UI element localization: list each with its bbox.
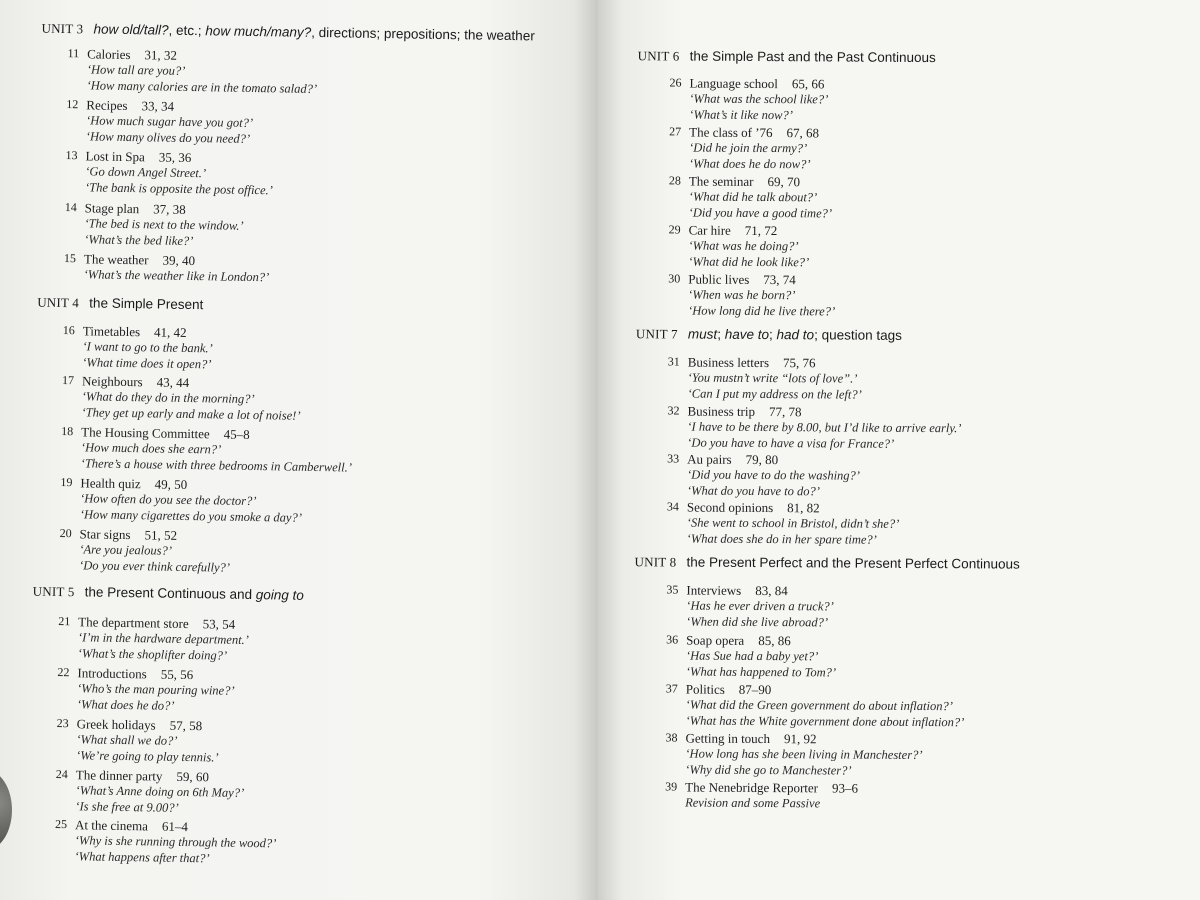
lesson-pages: 57, 58	[169, 717, 203, 734]
lesson-number: 21	[58, 613, 71, 629]
unit-label: UNIT 4	[37, 294, 80, 311]
lesson-pages: 67, 68	[786, 125, 820, 141]
lesson-number: 35	[666, 582, 679, 597]
lesson-pages: 55, 56	[160, 666, 194, 683]
lesson-pages: 41, 42	[153, 324, 187, 340]
lesson-title-text: The Nenebridge Reporter	[685, 779, 819, 796]
lesson-example: ‘Has he ever driven a truck?’	[686, 598, 834, 614]
lesson-title-text: Lost in Spa	[85, 148, 145, 165]
lesson-title	[686, 583, 787, 600]
lesson-example: ‘Why is she running through the wood?’	[74, 833, 277, 851]
lesson-title-text: Stage plan	[84, 200, 140, 217]
lesson-example: ‘Do you ever think carefully?’	[79, 558, 231, 575]
lesson-example: ‘What do they do in the morning?’	[81, 389, 255, 407]
lesson-example: ‘What do you have to do?’	[686, 483, 820, 499]
lesson-pages: 49, 50	[154, 476, 188, 492]
lesson-example: ‘How often do you see the doctor?’	[80, 491, 257, 509]
lesson-pages: 85, 86	[758, 632, 791, 649]
lesson-example: ‘What’s the weather like in London?’	[83, 267, 270, 285]
lesson-example: ‘What’s the bed like?’	[84, 232, 194, 249]
lesson-number: 36	[666, 632, 679, 647]
unit-heading	[636, 326, 902, 344]
lesson-pages: 43, 44	[156, 374, 190, 391]
lesson-example: ‘How much does she earn?’	[80, 440, 222, 457]
lesson-pages: 75, 76	[782, 355, 816, 371]
lesson-example: ‘What time does it open?’	[82, 355, 212, 372]
unit-title: the Simple Present	[89, 295, 204, 313]
lesson-example: ‘What shall we do?’	[76, 732, 178, 748]
unit-heading	[638, 48, 936, 66]
lesson-title-text: The seminar	[688, 173, 754, 189]
lesson-title	[82, 373, 189, 391]
lesson-example: ‘Who’s the man pouring wine?’	[77, 681, 235, 698]
lesson-example: ‘What did he look like?’	[688, 254, 810, 270]
lesson-example: ‘How long did he live there?’	[688, 303, 836, 319]
lesson-title-text: At the cinema	[74, 817, 149, 834]
lesson-example: ‘How many calories are in the tomato salad?’	[86, 78, 318, 96]
lesson-pages: 51, 52	[144, 527, 178, 543]
lesson-number: 31	[667, 354, 680, 369]
lesson-example: ‘How long has she been living in Manchester?’	[685, 746, 923, 762]
lesson-title	[79, 526, 177, 544]
lesson-title-text: Soap opera	[686, 632, 745, 648]
lesson-title	[686, 633, 791, 650]
lesson-pages: 69, 70	[767, 174, 801, 190]
lesson-example: ‘Go down Angel Street.’	[85, 164, 207, 181]
lesson-title	[685, 731, 816, 748]
lesson-number: 27	[669, 124, 682, 139]
lesson-example: ‘How many olives do you need?’	[85, 129, 251, 146]
lesson-example: ‘Did you have to do the washing?’	[687, 467, 861, 483]
lesson-example: ‘You mustn’t write “lots of love”.’	[687, 370, 858, 386]
lesson-title-text: Timetables	[82, 323, 141, 340]
lesson-example: ‘Has Sue had a baby yet?’	[685, 648, 819, 664]
unit-title: how old/tall?, etc.; how much/many?, directions; prepositions; the weather	[93, 21, 535, 44]
lesson-example: ‘Do you have to have a visa for France?’	[687, 435, 895, 451]
lesson-example: ‘How many cigarettes do you smoke a day?’	[79, 507, 303, 525]
lesson-number: 14	[64, 200, 77, 215]
lesson-example: ‘Did he join the army?’	[689, 140, 808, 156]
lesson-example: ‘What’s it like now?’	[689, 107, 793, 123]
lesson-number: 38	[665, 730, 678, 745]
lesson-example: ‘What’s Anne doing on 6th May?’	[75, 783, 245, 800]
lesson-example: ‘They get up early and make a lot of noise!’	[81, 405, 301, 423]
lesson-example: ‘I have to be there by 8.00, but I’d like to arrive early.’	[687, 419, 962, 436]
lesson-title-text: The class of ’76	[689, 124, 773, 141]
lesson-number: 37	[665, 681, 678, 696]
lesson-example: ‘What happens after that?’	[74, 849, 210, 866]
lesson-title-text: Public lives	[688, 271, 750, 287]
lesson-number: 33	[667, 451, 680, 466]
lesson-example: ‘What has happened to Tom?’	[685, 664, 837, 680]
lesson-example: ‘How tall are you?’	[86, 62, 186, 78]
lesson-pages: 91, 92	[783, 731, 817, 747]
lesson-title-text: Getting in touch	[685, 730, 771, 747]
lesson-number: 32	[667, 403, 680, 418]
lesson-title	[86, 97, 174, 114]
edge-shadow-object	[0, 770, 12, 850]
unit-title: the Present Continuous and going to	[84, 584, 304, 603]
lesson-number: 30	[668, 271, 681, 286]
lesson-title	[686, 682, 772, 699]
lesson-title	[687, 452, 778, 469]
lesson-title	[80, 475, 187, 493]
lesson-title	[75, 817, 188, 835]
lesson-number: 12	[66, 97, 79, 112]
unit-title: the Simple Past and the Past Continuous	[689, 48, 936, 66]
lesson-title	[689, 76, 824, 93]
lesson-number: 15	[63, 251, 77, 266]
lesson-pages: 45–8	[223, 426, 250, 442]
lesson-example: ‘Did you have a good time?’	[688, 205, 833, 221]
lesson-example: ‘What was the school like?’	[689, 91, 829, 107]
lesson-title-text: Language school	[689, 75, 778, 92]
lesson-title-text: Calories	[87, 46, 131, 63]
lesson-example: ‘I want to go to the bank.’	[82, 339, 213, 356]
lesson-title	[687, 404, 801, 421]
lesson-number: 25	[54, 816, 68, 832]
lesson-title	[84, 251, 195, 269]
lesson-pages: 73, 74	[763, 272, 796, 288]
lesson-example: ‘Is she free at 9.00?’	[75, 799, 179, 815]
lesson-number: 39	[665, 779, 678, 794]
lesson-number: 26	[669, 75, 682, 90]
lesson-example: ‘What’s the shoplifter doing?’	[77, 646, 228, 663]
lesson-number: 29	[668, 222, 681, 237]
lesson-example: ‘We’re going to play tennis.’	[76, 748, 219, 765]
lesson-example: ‘She went to school in Bristol, didn’t she?’	[686, 515, 900, 531]
lesson-title-text: Introductions	[77, 665, 147, 682]
lesson-pages: 79, 80	[745, 451, 779, 468]
unit-heading	[33, 584, 304, 604]
unit-heading	[37, 295, 203, 314]
lesson-pages: 33, 34	[141, 98, 175, 114]
lesson-example: ‘What did he talk about?’	[688, 189, 818, 205]
lesson-number: 17	[61, 373, 75, 388]
unit-label: UNIT 7	[635, 326, 678, 342]
lesson-pages: 77, 78	[768, 404, 802, 420]
lesson-pages: 59, 60	[176, 768, 210, 785]
lesson-example: ‘How much sugar have you got?’	[86, 113, 254, 130]
lesson-example: ‘What does he do now?’	[688, 156, 811, 172]
lesson-example: ‘I’m in the hardware department.’	[77, 630, 250, 647]
right-page	[598, 0, 1200, 900]
lesson-number: 19	[60, 475, 73, 490]
lesson-title-text: Politics	[685, 681, 725, 697]
lesson-example: ‘What does she do in her spare time?’	[686, 531, 877, 547]
lesson-title	[689, 125, 819, 142]
lesson-example: ‘When did she live abroad?’	[686, 614, 829, 630]
lesson-title-text: Greek holidays	[76, 716, 156, 733]
lesson-number: 20	[59, 526, 72, 541]
lesson-title-text: Health quiz	[80, 475, 141, 492]
right-contents-column	[598, 0, 1200, 811]
lesson-example: ‘Can I put my address on the left?’	[687, 386, 862, 402]
lesson-example: ‘There’s a house with three bedrooms in Camberwell.’	[80, 456, 353, 475]
lesson-title-text: Interviews	[686, 582, 742, 598]
lesson-pages: 93–6	[831, 780, 859, 796]
lesson-example: ‘The bed is next to the window.’	[84, 216, 244, 233]
lesson-pages: 53, 54	[202, 616, 236, 632]
lesson-pages: 35, 36	[158, 149, 192, 166]
lesson-pages: 37, 38	[153, 201, 186, 217]
lesson-number: 11	[67, 46, 80, 61]
lesson-title	[87, 46, 177, 63]
unit-heading	[41, 21, 534, 45]
lesson-title-text: Au pairs	[687, 451, 732, 467]
lesson-pages: 81, 82	[787, 500, 820, 516]
lesson-title	[689, 223, 778, 240]
lesson-title	[689, 174, 800, 191]
unit-label: UNIT 3	[41, 20, 84, 37]
lesson-number: 34	[666, 499, 679, 514]
lesson-number: 16	[62, 323, 75, 338]
unit-label: UNIT 8	[634, 554, 677, 570]
lesson-title	[688, 355, 816, 372]
unit-title: the Present Perfect and the Present Perfect Continuous	[686, 554, 1020, 572]
lesson-example: Revision and some Passive	[685, 795, 821, 811]
lesson-title-text: The Housing Committee	[81, 424, 210, 442]
left-contents-column	[0, 0, 598, 866]
lesson-title	[688, 272, 796, 289]
lesson-number: 23	[56, 715, 69, 731]
lesson-title	[685, 780, 858, 797]
lesson-number: 24	[55, 766, 68, 782]
lesson-title	[687, 500, 820, 517]
lesson-number: 22	[57, 664, 70, 680]
lesson-title-text: The department store	[78, 614, 189, 632]
unit-label: UNIT 6	[637, 48, 680, 64]
lesson-title	[77, 716, 203, 734]
lesson-example: ‘Are you jealous?’	[79, 542, 173, 558]
lesson-title-text: The dinner party	[75, 767, 163, 784]
lesson-pages: 61–4	[161, 818, 189, 835]
lesson-pages: 71, 72	[744, 222, 778, 239]
lesson-example: ‘What has the White government done about inflation?’	[685, 713, 965, 730]
lesson-title-text: Second opinions	[686, 499, 774, 516]
lesson-title-text: Business trip	[687, 403, 756, 419]
lesson-title	[85, 148, 191, 166]
lesson-title-text: Star signs	[79, 526, 131, 543]
lesson-number: 28	[668, 173, 681, 188]
lesson-title-text: The weather	[83, 251, 149, 268]
lesson-example: ‘What does he do?’	[76, 697, 175, 713]
lesson-example: ‘When was he born?’	[688, 287, 796, 303]
lesson-example: ‘Why did she go to Manchester?’	[685, 762, 852, 778]
lesson-number: 13	[65, 148, 78, 163]
lesson-title-text: Business letters	[687, 354, 770, 371]
lesson-title	[83, 323, 187, 341]
lesson-pages: 87–90	[738, 681, 772, 698]
left-page	[0, 0, 598, 900]
lesson-pages: 65, 66	[791, 76, 825, 92]
unit-label: UNIT 5	[32, 583, 75, 600]
lesson-number: 18	[61, 424, 74, 439]
lesson-pages: 31, 32	[144, 47, 178, 63]
lesson-pages: 39, 40	[162, 252, 196, 269]
lesson-pages: 83, 84	[755, 582, 788, 599]
lesson-title-text: Recipes	[86, 97, 128, 114]
lesson-title-text: Neighbours	[81, 373, 143, 390]
unit-title: must; have to; had to; question tags	[687, 326, 902, 343]
lesson-title	[85, 200, 186, 218]
lesson-title	[77, 665, 193, 683]
lesson-example: ‘What did the Green government do about inflation?’	[685, 697, 953, 714]
unit-heading	[635, 554, 1020, 572]
lesson-example: ‘The bank is opposite the post office.’	[84, 180, 273, 198]
lesson-example: ‘What was he doing?’	[688, 238, 799, 254]
lesson-title-text: Car hire	[688, 222, 731, 238]
